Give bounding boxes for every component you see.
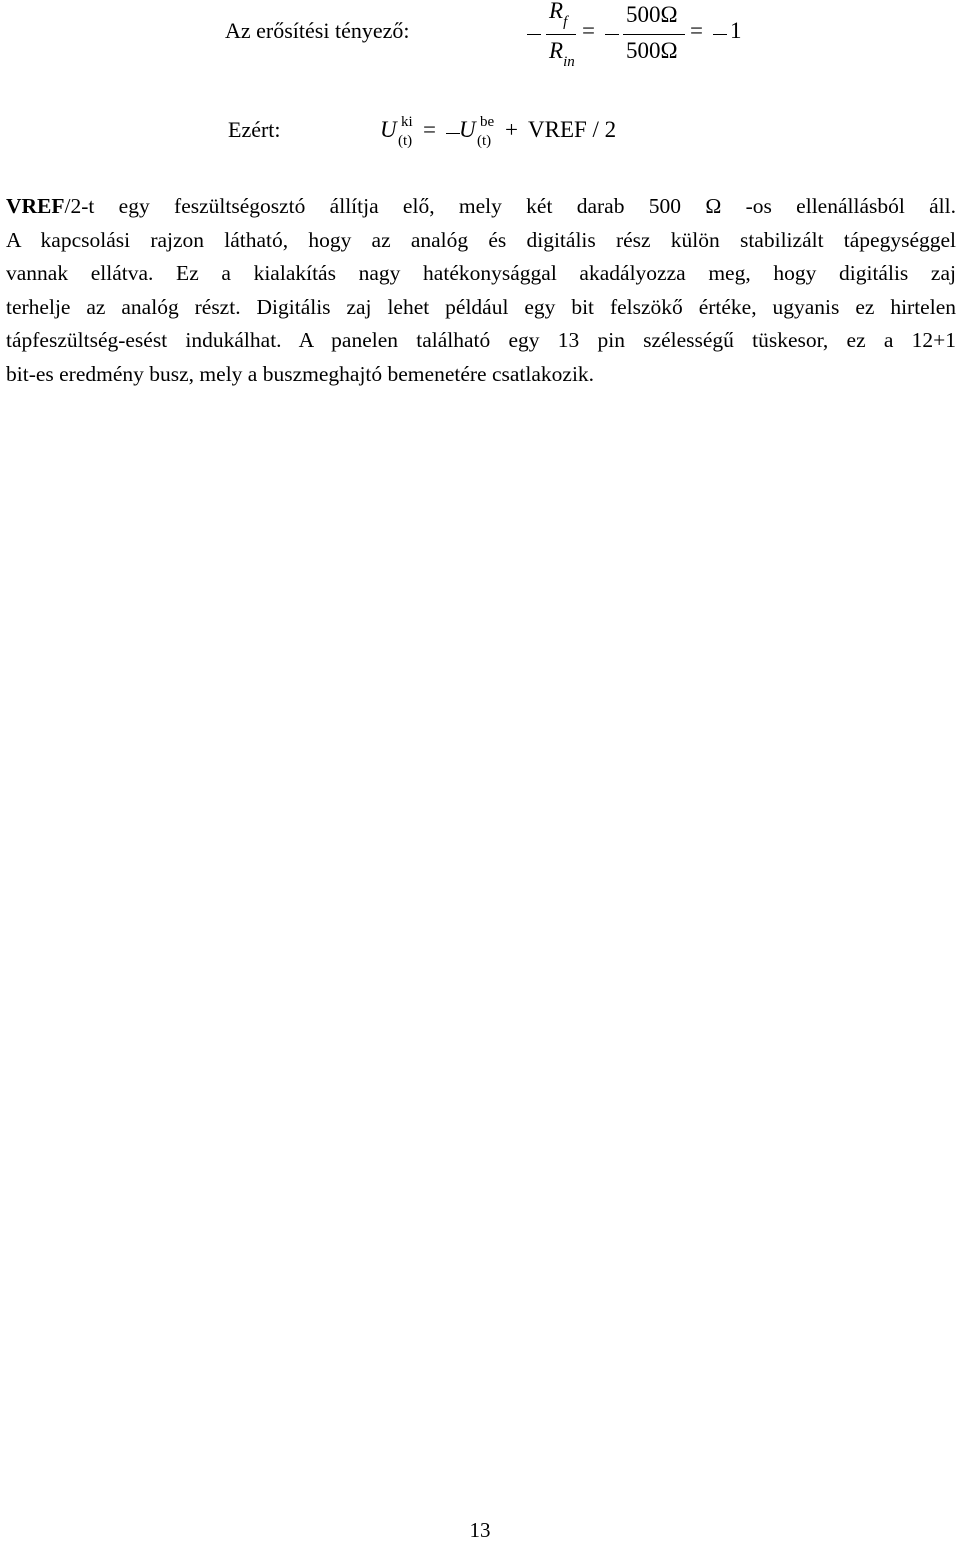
plus-sign: +	[505, 117, 518, 142]
u-in-subscript: (t)	[477, 133, 492, 149]
numerator-value: 500Ω	[626, 2, 678, 27]
paragraph-line: terhelje az analóg részt. Digitális zaj lehet például egy bit felszökő értéke, ugyanis ez hirtelen	[6, 294, 956, 319]
u-out-superscript: ki	[401, 114, 413, 130]
equals-sign: =	[582, 18, 595, 43]
minus-sign	[713, 34, 727, 35]
fraction-line	[546, 34, 576, 35]
u-in-symbol: U	[459, 117, 476, 142]
vref-term: VREF / 2	[528, 117, 617, 142]
equals-sign: =	[423, 117, 436, 142]
body-paragraph	[6, 190, 956, 392]
equals-sign: =	[690, 18, 703, 43]
denominator-value: 500Ω	[626, 38, 678, 63]
minus-sign	[446, 133, 460, 134]
paragraph-line: A kapcsolási rajzon látható, hogy az analóg és digitális rész külön stabilizált tápegységgel	[6, 227, 956, 252]
minus-sign	[527, 34, 541, 35]
page-number: 13	[469, 1518, 491, 1542]
u-out-symbol: U	[380, 117, 397, 142]
minus-sign	[605, 34, 619, 35]
u-in-superscript: be	[480, 114, 495, 130]
rf-symbol: $R_f$	[549, 0, 568, 30]
paragraph-line: tápfeszültség-esést indukálhat. A panelen található egy 13 pin szélességű tüskesor, ez a 12+1	[6, 328, 956, 353]
vref-bold: VREF	[6, 194, 65, 218]
rin-symbol: $R_{in}$	[549, 38, 575, 70]
gain-equation-label: Az erősítési tényező:	[225, 18, 410, 43]
paragraph-line: bit-es eredmény busz, mely a buszmeghajtó bemenetére csatlakozik.	[6, 361, 595, 386]
paragraph-line: VREF/2-t egy feszültségosztó állítja elő, mely két darab 500 Ω -os ellenállásból áll.	[6, 194, 956, 218]
u-out-subscript: (t)	[398, 133, 413, 149]
paragraph-line: vannak ellátva. Ez a kialakítás nagy hatékonysággal akadályozza meg, hogy digitális zaj	[6, 261, 956, 286]
output-equation-label: Ezért:	[228, 117, 281, 142]
fraction-line	[623, 34, 685, 35]
result-value: 1	[730, 18, 742, 43]
